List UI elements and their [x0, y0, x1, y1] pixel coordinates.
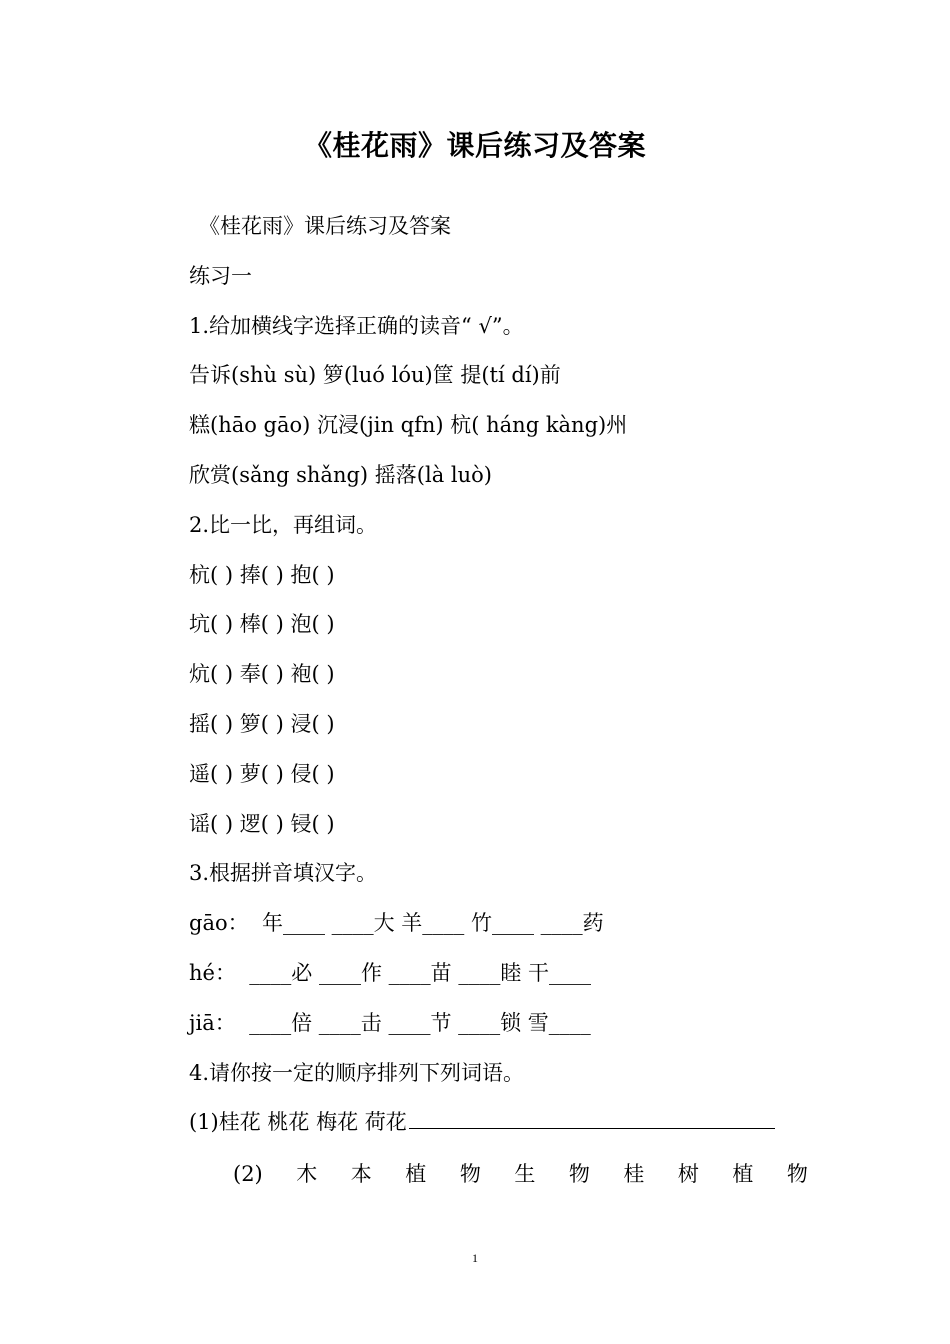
question-3-line: jiā： ____倍 ____击 ____节 ____锁 雪____ [189, 1010, 591, 1035]
question-2-line: 杭( ) 捧( ) 抱( ) [189, 562, 335, 587]
question-2-line: 炕( ) 奉( ) 袍( ) [189, 662, 335, 687]
question-1-line: 欣赏(sǎng shǎng) 摇落(là luò) [189, 462, 492, 487]
question-3-line: hé： ____必 ____作 ____苗 ____睦 干____ [189, 960, 592, 985]
answer-blank [409, 1104, 775, 1129]
question-3-heading: 3.根据拼音填汉字。 [189, 861, 378, 886]
question-2-heading: 2.比一比，再组词。 [189, 512, 378, 537]
question-4-item-1 [189, 1104, 819, 1154]
question-4-item-2 [233, 1156, 808, 1192]
item-2-token: 植 [732, 1162, 754, 1186]
question-2-line: 谣( ) 逻( ) 锓( ) [189, 811, 335, 836]
item-2-token: 树 [677, 1162, 699, 1186]
page-number: 1 [472, 1251, 478, 1265]
section-heading: 练习一 [189, 263, 252, 288]
document-body [189, 208, 819, 1154]
item-2-token: (2) [233, 1162, 263, 1186]
question-2-line: 坑( ) 棒( ) 泡( ) [189, 612, 335, 637]
item-2-token: 桂 [623, 1162, 645, 1186]
item-2-token: 物 [459, 1162, 481, 1186]
item-2-token: 物 [786, 1162, 808, 1186]
subtitle: 《桂花雨》课后练习及答案 [199, 214, 451, 238]
question-2-line: 摇( ) 箩( ) 浸( ) [189, 711, 335, 736]
page-title: 《桂花雨》课后练习及答案 [303, 129, 646, 162]
question-3-line: gāo： 年____ ____大 羊____ 竹____ ____药 [189, 911, 604, 936]
question-4-item-1-text: (1)桂花 桃花 梅花 荷花 [189, 1110, 407, 1135]
item-2-token: 本 [350, 1162, 372, 1186]
question-2-line: 遥( ) 萝( ) 侵( ) [189, 761, 335, 786]
item-2-token: 生 [514, 1162, 536, 1186]
question-1-heading: 1.给加横线字选择正确的读音“ √”。 [189, 313, 524, 338]
item-2-token: 物 [568, 1162, 590, 1186]
question-1-line: 糕(hāo gāo) 沉浸(jin qfn) 杭( háng kàng)州 [189, 413, 628, 438]
item-2-token: 植 [405, 1162, 427, 1186]
item-2-token: 木 [296, 1162, 318, 1186]
question-4-heading: 4.请你按一定的顺序排列下列词语。 [189, 1060, 525, 1085]
question-1-line: 告诉(shù sù) 箩(luó lóu)筐 提(tí dí)前 [189, 363, 561, 388]
